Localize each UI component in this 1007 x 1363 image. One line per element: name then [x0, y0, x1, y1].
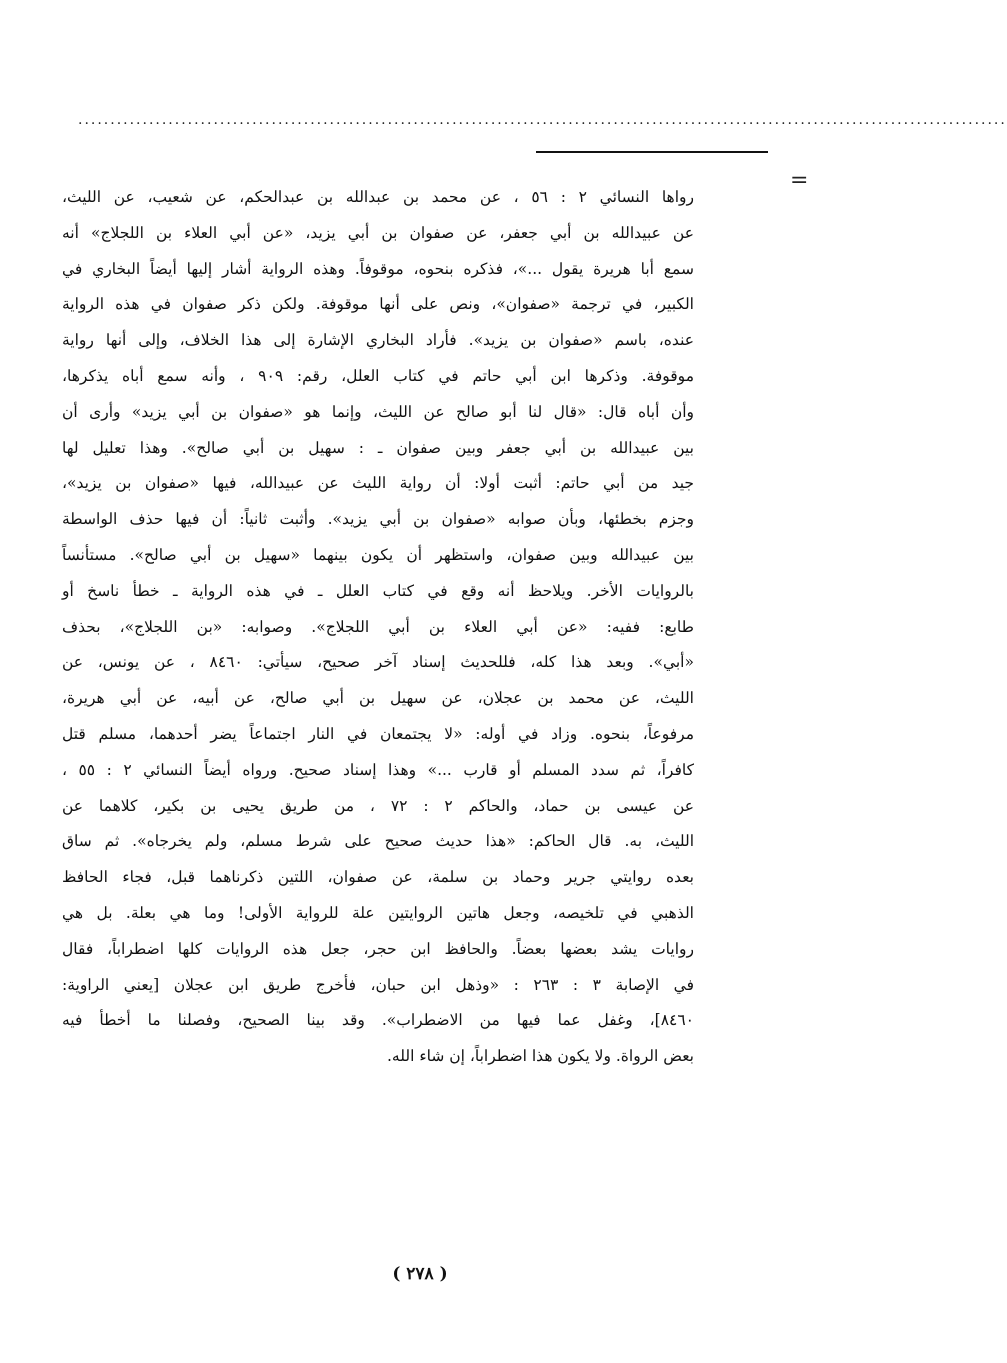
text-line: رواها النسائي ٢ : ٥٦ ، عن محمد بن عبدالله بن عبدالحكم، عن شعيب، عن الليث،	[62, 188, 695, 206]
text-line: بين عبيدالله وبين صفوان، واستظهر أن يكون بينهما «سهيل بن أبي صالح». مستأنساً	[62, 545, 694, 564]
text-line: عنده، باسم «صفوان بن يزيد». فأراد البخاري الإشارة إلى هذا الخلاف، وإلى أنها رواية	[62, 331, 694, 350]
text-line: سمع أبا هريرة يقول ...»، فذكره بنحوه، موقوفاً. وهذه الرواية أشار إليها أيضاً البخاري في	[62, 259, 694, 278]
text-line: الذهبي في تلخيصه، وجعل هاتين الروايتين علة للرواية الأولى! وما هي بعلة. بل هي	[62, 903, 694, 922]
text-line: بعض الرواة. ولا يكون هذا اضطراباً، إن شاء الله.	[387, 1047, 694, 1066]
text-line: موقوفة. وذكرها ابن أبي حاتم في كتاب العلل، رقم: ٩٠٩ ، وأنه سمع أباه يذكرها،	[62, 366, 694, 385]
text-line: وأن أباه قال: «قال لنا أبو صالح عن الليث، وإنما هو «صفوان بن أبي يزيد» وأرى أن	[62, 402, 694, 421]
text-line: ٨٤٦٠]، وغفل عما فيها من الاضطراب». وقد بينا الصحيح، وفصلنا ما أخطأ فيه	[62, 1011, 694, 1030]
text-line: بالروايات الأخر. ويلاحظ أنه وقع في كتاب العلل ـ في هذه الرواية ـ خطأ ناسخ أو	[62, 581, 694, 600]
text-line: روايات يشد بعضها بعضاً. والحافظ ابن حجر، جعل هذه الروايات كلها اضطراباً، فقال	[62, 939, 694, 958]
separator-dots: ................................................................................................................................................	[78, 112, 1007, 128]
text-line: وجزم بخطئها، وبأن صوابه «صفوان بن أبي يزيد». وأثبت ثانياً: أن فيها حذف الواسطة	[62, 510, 694, 529]
text-line: في الإصابة ٣ : ٢٦٣ : «وذهل ابن حبان، فأخرج طريق ابن عجلان [يعني الراوية:	[62, 975, 695, 994]
footnote-text	[62, 180, 694, 1075]
text-line: مرفوعاً، بنحوه. وزاد في أوله: «لا يجتمعان في النار اجتماعاً يضر أحدهما، مسلم قتل	[62, 724, 694, 743]
text-line: «أبي». وبعد هذا كله، فللحديث إسناد آخر صحيح، سيأتي: ٨٤٦٠ ، عن يونس، عن	[62, 653, 694, 672]
text-line: الليث، به. قال الحاكم: «هذا حديث صحيح على شرط مسلم، ولم يخرجاه». ثم ساق	[62, 832, 694, 851]
text-line: الليث، عن محمد بن عجلان، عن سهيل بن أبي صالح، عن أبيه، عن أبي هريرة،	[62, 689, 694, 708]
text-line: عن عيسى بن حماد، والحاكم ٢ : ٧٢ ، من طريق يحيى بن بكير، كلاهما عن	[62, 796, 695, 815]
page-number: ( ٢٧٨ )	[392, 1264, 448, 1284]
continuation-mark: =	[790, 168, 809, 193]
text-line: كافراً، ثم سدد المسلم أو قارب ...» وهذا إسناد صحيح. ورواه أيضاً النسائي ٢ : ٥٥ ،	[62, 760, 694, 779]
text-line: طابع: ففيه: «عن أبي العلاء بن أبي اللجلاج». وصوابه: «بن اللجلاج»، بحذف	[62, 617, 694, 636]
footnote-rule	[536, 151, 768, 153]
text-line: بين عبيدالله بن أبي جعفر وبين صفوان ـ : سهيل بن أبي صالح». وهذا تعليل لها	[62, 438, 694, 457]
text-line: عن عبيدالله بن أبي جعفر، عن صفوان بن أبي يزيد، «عن أبي العلاء بن اللجلاج» أنه	[62, 223, 694, 242]
text-line: بعده روايتي جرير وحماد بن سلمة، عن صفوان، اللتين ذكرناهما قبل، فجاء الحافظ	[62, 868, 694, 887]
text-line: الكبير، في ترجمة «صفوان»، ونص على أنها موقوفة. ولكن ذكر صفوان في هذه الرواية	[62, 295, 694, 314]
text-line: جيد من أبي حاتم: أثبت أولا: أن رواية الليث عن عبيدالله، فيها «صفوان بن يزيد»،	[62, 474, 694, 493]
